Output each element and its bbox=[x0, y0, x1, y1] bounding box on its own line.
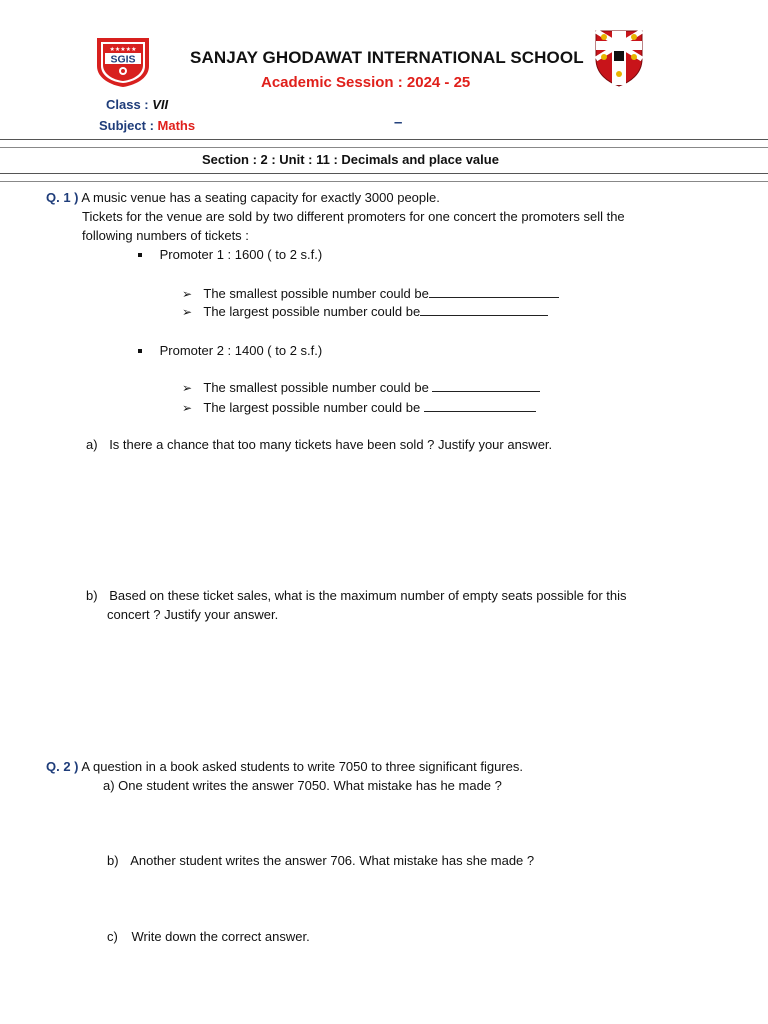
p1-smallest-item bbox=[182, 286, 559, 301]
section-title: Section : 2 : Unit : 11 : Decimals and place value bbox=[202, 152, 499, 167]
q2c-text: Write down the correct answer. bbox=[131, 929, 310, 944]
q1a-item bbox=[86, 437, 552, 452]
divider-section-2 bbox=[0, 181, 768, 182]
promoter2-item bbox=[138, 343, 322, 358]
q1b-item bbox=[86, 588, 627, 603]
name-dash: – bbox=[394, 114, 403, 131]
q2b-label: b) bbox=[107, 853, 119, 868]
p1-smallest-blank[interactable] bbox=[429, 287, 559, 298]
promoter2-text: Promoter 2 : 1400 ( to 2 s.f.) bbox=[159, 343, 323, 358]
p1-largest-text: The largest possible number could be bbox=[203, 304, 421, 319]
class-value: VII bbox=[152, 97, 169, 112]
q2-label: Q. 2 ) bbox=[46, 759, 79, 774]
sgis-logo bbox=[94, 36, 152, 88]
q1b-text2: concert ? Justify your answer. bbox=[107, 607, 279, 622]
q1-intro-line bbox=[46, 190, 440, 205]
divider-section bbox=[0, 173, 768, 174]
q1-intro: A music venue has a seating capacity for exactly 3000 people. bbox=[81, 190, 440, 205]
subject-field bbox=[99, 118, 195, 133]
square-bullet-icon bbox=[138, 253, 142, 257]
subject-value: Maths bbox=[157, 118, 196, 133]
q2b-item bbox=[107, 853, 534, 868]
q2a-text: a) One student writes the answer 7050. What mistake has he made ? bbox=[103, 778, 502, 793]
p2-smallest-blank[interactable] bbox=[432, 381, 540, 392]
divider-top bbox=[0, 139, 768, 140]
p2-largest-blank[interactable] bbox=[424, 401, 536, 412]
square-bullet-icon bbox=[138, 349, 142, 353]
promoter1-item bbox=[138, 247, 322, 262]
p2-largest-text: The largest possible number could be bbox=[203, 400, 421, 415]
class-field bbox=[106, 97, 168, 112]
q2-intro: A question in a book asked students to write 7050 to three significant figures. bbox=[81, 759, 523, 774]
q1a-label: a) bbox=[86, 437, 98, 452]
p2-smallest-item bbox=[182, 380, 540, 395]
q1-line2: Tickets for the venue are sold by two different promoters for one concert the promoters sell the bbox=[82, 209, 625, 224]
divider-top-2 bbox=[0, 147, 768, 148]
q2-intro-line bbox=[46, 759, 523, 774]
logo-text: SGIS bbox=[110, 53, 136, 66]
arrow-bullet-icon: ➢ bbox=[182, 381, 193, 395]
school-name: SANJAY GHODAWAT INTERNATIONAL SCHOOL bbox=[190, 48, 584, 67]
p2-largest-item bbox=[182, 400, 536, 415]
q1a-text: Is there a chance that too many tickets have been sold ? Justify your answer. bbox=[109, 437, 553, 452]
q1-label: Q. 1 ) bbox=[46, 190, 79, 205]
q1b-label: b) bbox=[86, 588, 98, 603]
q2c-item bbox=[107, 929, 310, 944]
p2-smallest-text: The smallest possible number could be bbox=[203, 380, 429, 395]
crest-logo bbox=[594, 29, 644, 87]
q2c-label: c) bbox=[107, 929, 118, 944]
class-label: Class : bbox=[106, 97, 149, 112]
q1b-text1: Based on these ticket sales, what is the maximum number of empty seats possible for this bbox=[109, 588, 627, 603]
academic-session: Academic Session : 2024 - 25 bbox=[261, 74, 471, 91]
arrow-bullet-icon: ➢ bbox=[182, 305, 193, 319]
arrow-bullet-icon: ➢ bbox=[182, 401, 193, 415]
q2b-text: Another student writes the answer 706. What mistake has she made ? bbox=[130, 853, 535, 868]
arrow-bullet-icon: ➢ bbox=[182, 287, 193, 301]
promoter1-text: Promoter 1 : 1600 ( to 2 s.f.) bbox=[159, 247, 323, 262]
subject-label: Subject : bbox=[99, 118, 154, 133]
p1-largest-blank[interactable] bbox=[420, 305, 548, 316]
q1-line3: following numbers of tickets : bbox=[82, 228, 249, 243]
svg-text:★★★★★: ★★★★★ bbox=[109, 46, 137, 53]
p1-smallest-text: The smallest possible number could be bbox=[203, 286, 429, 301]
p1-largest-item bbox=[182, 304, 548, 319]
